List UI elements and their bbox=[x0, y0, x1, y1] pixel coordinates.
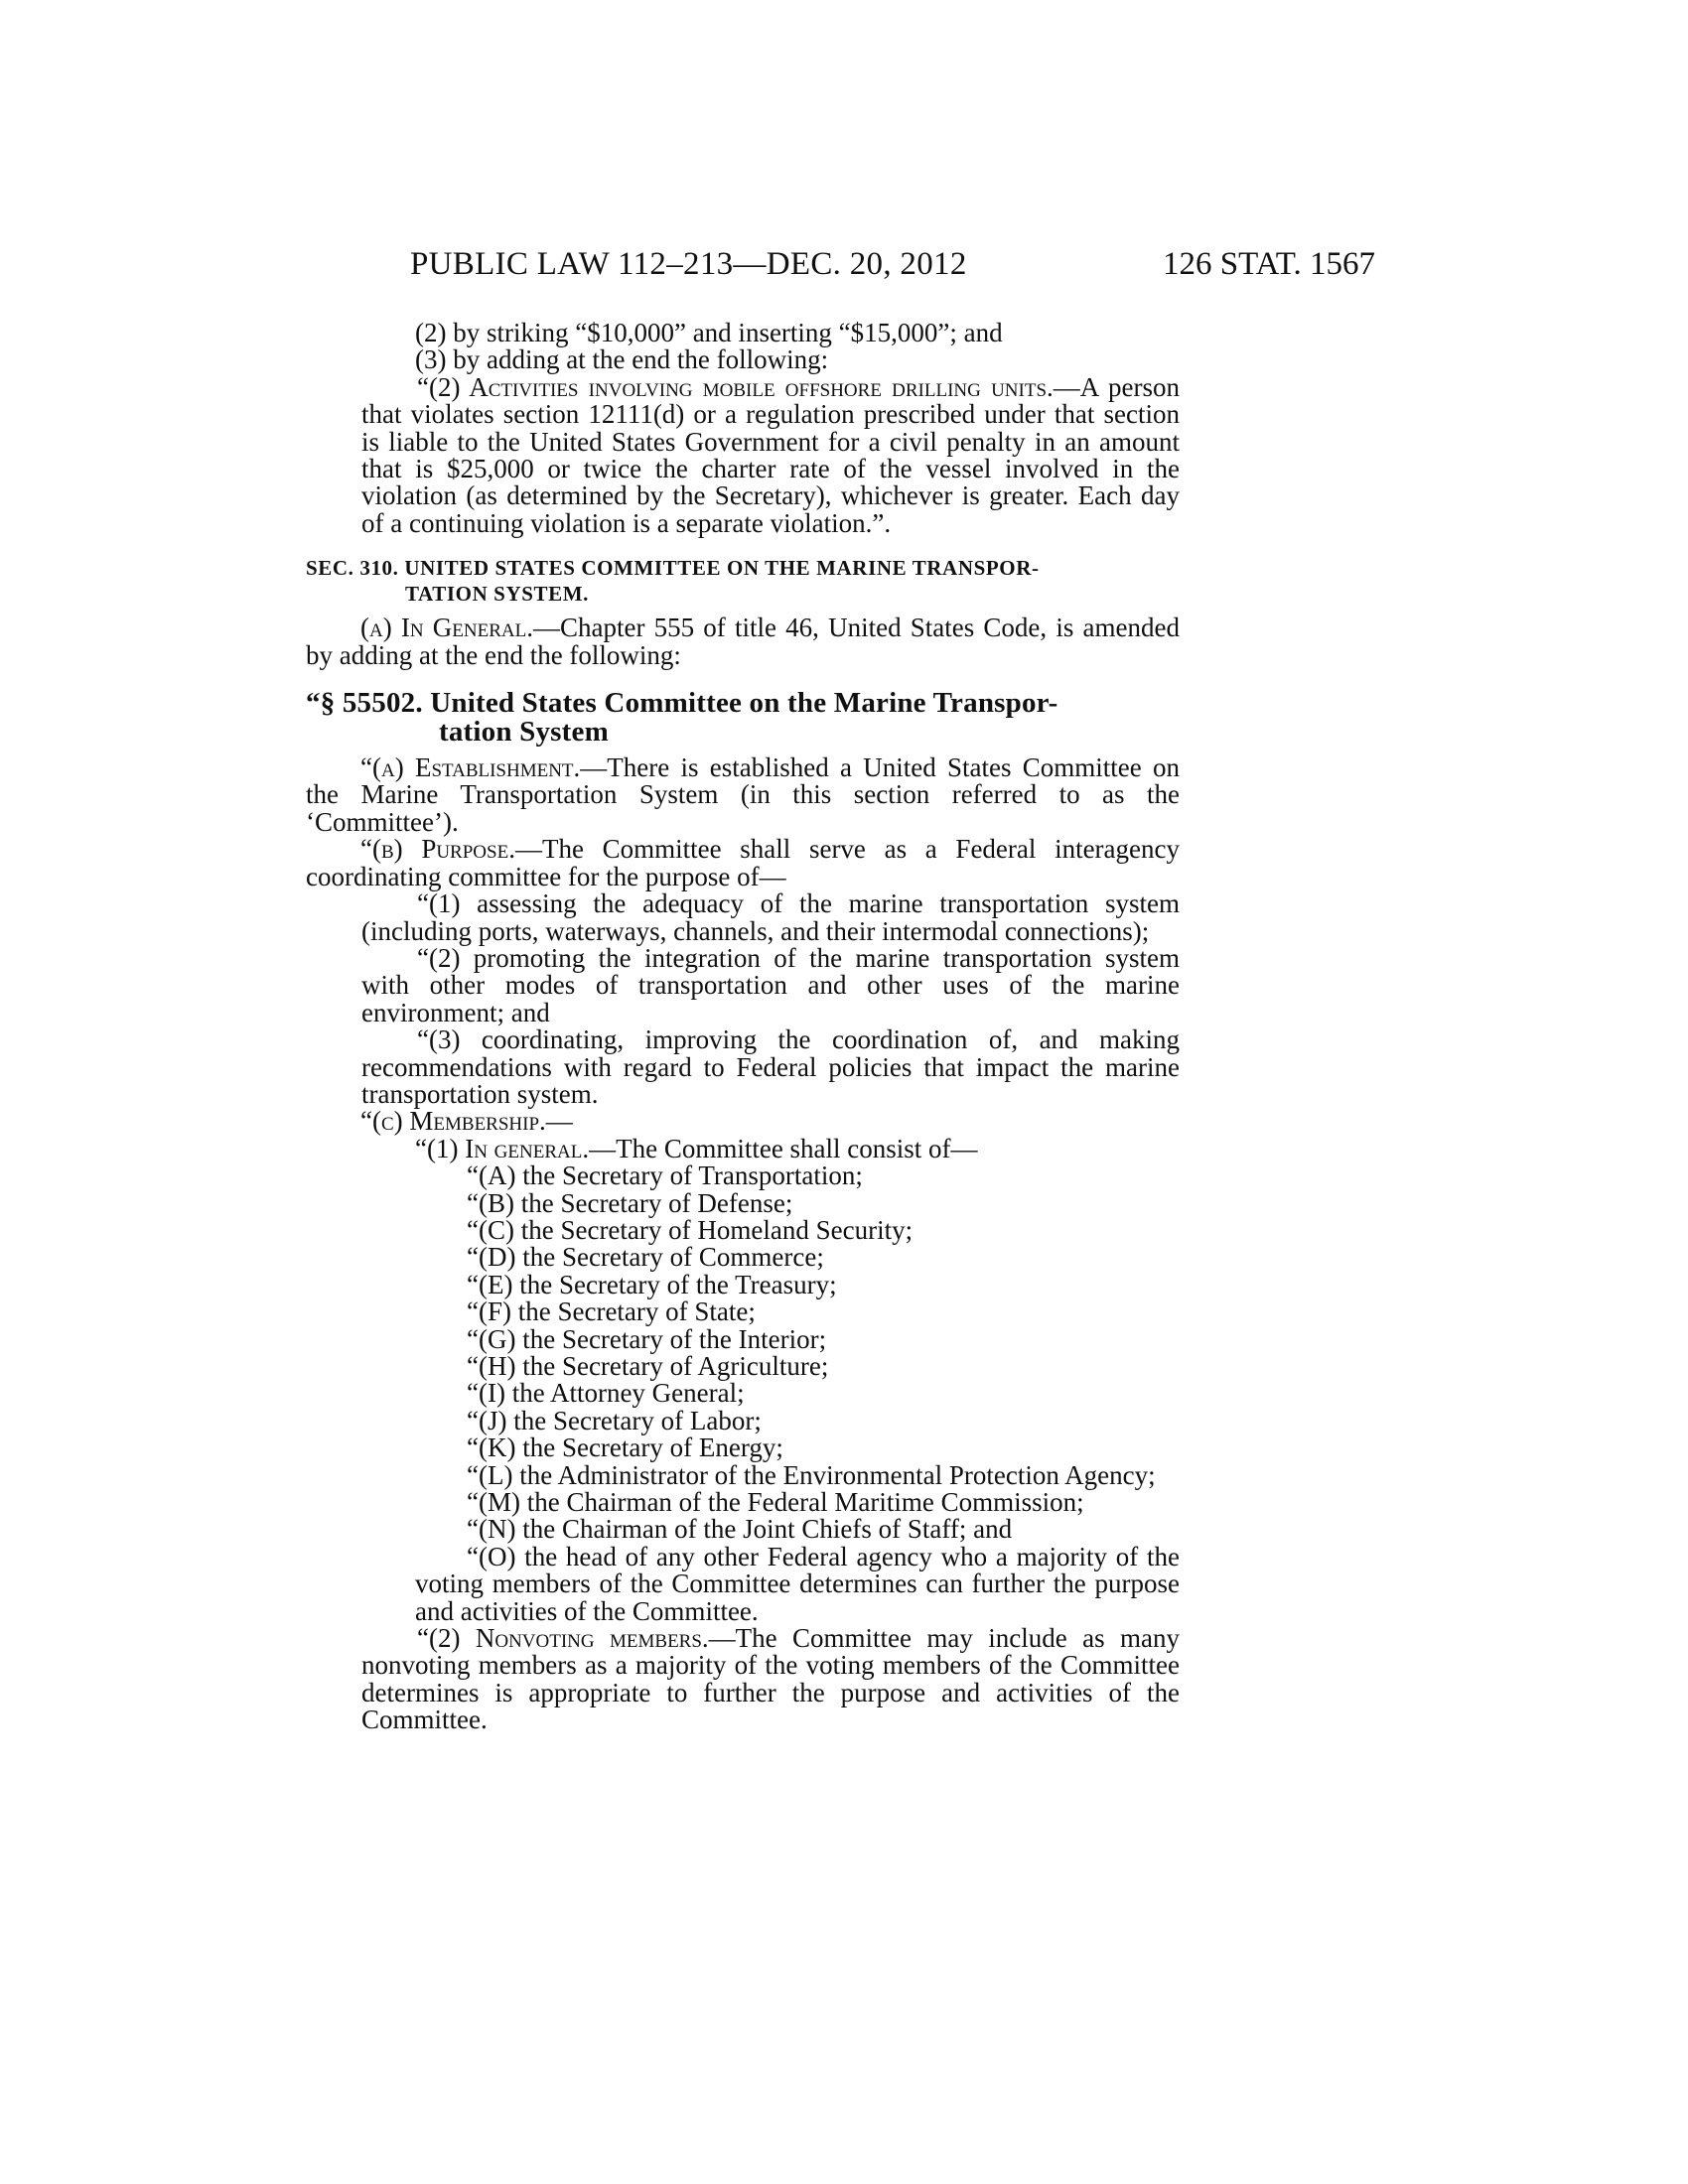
member-item: “(B) the Secretary of Defense; bbox=[467, 1187, 793, 1218]
member-item: “(D) the Secretary of Commerce; bbox=[467, 1242, 824, 1273]
paragraph-heading: (a) In General. bbox=[360, 613, 533, 643]
member-item: “(E) the Secretary of the Treasury; bbox=[467, 1269, 837, 1299]
subsection-heading-line: “§ 55502. United States Committee on the Marine Transpor- bbox=[306, 687, 1058, 720]
paragraph-heading: “(2) Activities involving mobile offshore drilling units. bbox=[417, 371, 1054, 402]
member-list bbox=[306, 1162, 1180, 1625]
paragraph-text: —A person that violates section 12111(d) or a regulation prescribed under that section is liable to the United States Government for a civil penalty in an amount that is $25,000 or twice the charter rate of the vessel involved in the violation (as determined by the Secretary), whichever is greater. Each day of a continuing violation is a separate violation.”. bbox=[361, 371, 1180, 538]
paragraph: “(1) assessing the adequacy of the marine transportation system (including ports, waterways, channels, and their intermodal connections); bbox=[361, 888, 1180, 946]
member-item: “(A) the Secretary of Transportation; bbox=[467, 1160, 863, 1191]
section-heading-line: TATION SYSTEM. bbox=[405, 582, 589, 607]
paragraph bbox=[306, 371, 1180, 538]
paragraph: “(2) promoting the integration of the marine transportation system with other modes of transportation and other uses of the marine environment; and bbox=[361, 942, 1180, 1027]
member-item: “(C) the Secretary of Homeland Security; bbox=[467, 1214, 914, 1245]
amendment-line: (2) by striking “$10,000” and inserting “$15,000”; and bbox=[415, 318, 1003, 347]
member-item: “(G) the Secretary of the Interior; bbox=[467, 1323, 827, 1354]
running-head: PUBLIC LAW 112–213—DEC. 20, 2012 bbox=[410, 246, 967, 282]
paragraph bbox=[306, 614, 1180, 669]
member-item: “(K) the Secretary of Energy; bbox=[467, 1433, 783, 1463]
paragraph bbox=[306, 1133, 1180, 1163]
member-item: “(L) the Administrator of the Environmental Protection Agency; bbox=[467, 1459, 1156, 1490]
member-item: “(F) the Secretary of State; bbox=[467, 1297, 756, 1327]
paragraph-heading: “(c) Membership.— bbox=[360, 1106, 573, 1137]
member-item: “(M) the Chairman of the Federal Maritime Commission; bbox=[467, 1487, 1084, 1518]
page-header bbox=[303, 246, 1375, 286]
paragraph: “(3) coordinating, improving the coordination of, and making recommendations with regard to Federal policies that impact the marine transportation system. bbox=[361, 1024, 1180, 1109]
member-item: “(J) the Secretary of Labor; bbox=[467, 1405, 762, 1435]
member-item: “(N) the Chairman of the Joint Chiefs of Staff; and bbox=[467, 1514, 1013, 1545]
member-item: “(O) the head of any other Federal agency who a majority of the voting members of the Committee determines can further the purpose and activities of the Committee. bbox=[415, 1541, 1180, 1626]
paragraph-text: —The Committee shall serve as a Federal interagency coordinating committee for the purpose of— bbox=[306, 834, 1180, 891]
paragraph-heading: “(2) Nonvoting members. bbox=[417, 1623, 709, 1654]
member-item: “(I) the Attorney General; bbox=[467, 1378, 745, 1409]
page-number: 126 STAT. 1567 bbox=[1162, 246, 1375, 282]
subsection-heading-line: tation System bbox=[439, 716, 609, 749]
paragraph-heading: “(b) Purpose. bbox=[360, 834, 515, 865]
member-item: “(H) the Secretary of Agriculture; bbox=[467, 1351, 829, 1381]
amendment-line: (3) by adding at the end the following: bbox=[415, 344, 829, 375]
paragraph-text: —The Committee shall consist of— bbox=[589, 1133, 978, 1163]
paragraph-heading: “(1) In general. bbox=[415, 1133, 590, 1163]
paragraph bbox=[306, 754, 1180, 836]
subsection-heading bbox=[306, 689, 1180, 747]
document-body bbox=[306, 320, 1180, 1734]
paragraph-heading: “(a) Establishment. bbox=[360, 752, 581, 783]
paragraph bbox=[306, 1625, 1180, 1734]
paragraph-text: —The Committee may include as many nonvoting members as a majority of the voting members of the Committee determines is appropriate to further the purpose and activities of the Committee. bbox=[361, 1623, 1180, 1735]
paragraph-text: —There is established a United States Committee on the Marine Transportation System (in this section referred to as the ‘Committee’). bbox=[306, 752, 1180, 837]
paragraph bbox=[306, 836, 1180, 890]
section-heading-line: SEC. 310. UNITED STATES COMMITTEE ON THE MARINE TRANSPOR- bbox=[306, 556, 1040, 581]
section-heading bbox=[306, 555, 1180, 607]
paragraph-text: —Chapter 555 of title 46, United States Code, is amended by adding at the end the following: bbox=[306, 613, 1180, 670]
